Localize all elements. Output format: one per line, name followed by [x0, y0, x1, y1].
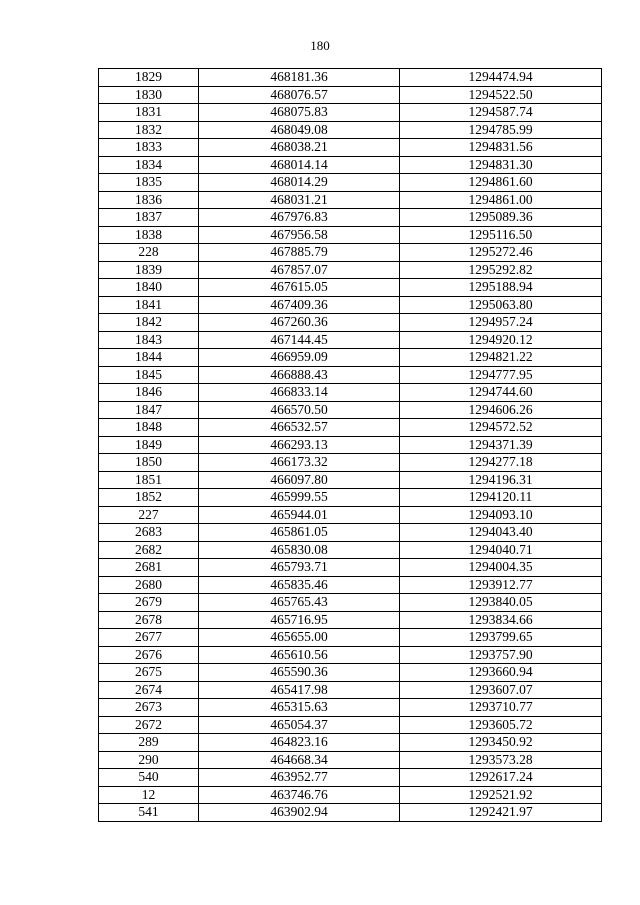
table-row — [99, 786, 602, 804]
table-row — [99, 331, 602, 349]
table-row — [99, 559, 602, 577]
coordinates-table — [98, 68, 602, 822]
point-number-cell: 2675 — [99, 664, 199, 682]
point-number-cell: 2674 — [99, 681, 199, 699]
y-coordinate-cell: 1294004.35 — [400, 559, 602, 577]
point-number-cell: 2673 — [99, 699, 199, 717]
x-coordinate-cell: 466097.80 — [199, 471, 400, 489]
y-coordinate-cell: 1294744.60 — [400, 384, 602, 402]
table-row — [99, 489, 602, 507]
y-coordinate-cell: 1293912.77 — [400, 576, 602, 594]
y-coordinate-cell: 1294861.00 — [400, 191, 602, 209]
x-coordinate-cell: 466570.50 — [199, 401, 400, 419]
point-number-cell: 1851 — [99, 471, 199, 489]
x-coordinate-cell: 465417.98 — [199, 681, 400, 699]
x-coordinate-cell: 467615.05 — [199, 279, 400, 297]
point-number-cell: 1841 — [99, 296, 199, 314]
x-coordinate-cell: 467260.36 — [199, 314, 400, 332]
page-number: 180 — [310, 38, 330, 53]
y-coordinate-cell: 1294522.50 — [400, 86, 602, 104]
x-coordinate-cell: 468014.29 — [199, 174, 400, 192]
point-number-cell: 228 — [99, 244, 199, 262]
y-coordinate-cell: 1294831.56 — [400, 139, 602, 157]
point-number-cell: 1848 — [99, 419, 199, 437]
table-row — [99, 69, 602, 87]
table-row — [99, 804, 602, 822]
table-row — [99, 384, 602, 402]
table-row — [99, 681, 602, 699]
x-coordinate-cell: 467857.07 — [199, 261, 400, 279]
table-row — [99, 174, 602, 192]
point-number-cell: 227 — [99, 506, 199, 524]
y-coordinate-cell: 1293450.92 — [400, 734, 602, 752]
table-row — [99, 524, 602, 542]
y-coordinate-cell: 1292521.92 — [400, 786, 602, 804]
table-row — [99, 366, 602, 384]
x-coordinate-cell: 463746.76 — [199, 786, 400, 804]
x-coordinate-cell: 465830.08 — [199, 541, 400, 559]
table-row — [99, 506, 602, 524]
y-coordinate-cell: 1295292.82 — [400, 261, 602, 279]
table-row — [99, 279, 602, 297]
table-row — [99, 769, 602, 787]
table-row — [99, 191, 602, 209]
x-coordinate-cell: 465944.01 — [199, 506, 400, 524]
x-coordinate-cell: 463902.94 — [199, 804, 400, 822]
point-number-cell: 1847 — [99, 401, 199, 419]
x-coordinate-cell: 465861.05 — [199, 524, 400, 542]
point-number-cell: 2672 — [99, 716, 199, 734]
point-number-cell: 1833 — [99, 139, 199, 157]
y-coordinate-cell: 1294277.18 — [400, 454, 602, 472]
y-coordinate-cell: 1294043.40 — [400, 524, 602, 542]
y-coordinate-cell: 1293710.77 — [400, 699, 602, 717]
x-coordinate-cell: 465793.71 — [199, 559, 400, 577]
x-coordinate-cell: 466532.57 — [199, 419, 400, 437]
y-coordinate-cell: 1294196.31 — [400, 471, 602, 489]
y-coordinate-cell: 1294821.22 — [400, 349, 602, 367]
y-coordinate-cell: 1293799.65 — [400, 629, 602, 647]
point-number-cell: 2680 — [99, 576, 199, 594]
y-coordinate-cell: 1293660.94 — [400, 664, 602, 682]
y-coordinate-cell: 1293605.72 — [400, 716, 602, 734]
x-coordinate-cell: 465054.37 — [199, 716, 400, 734]
point-number-cell: 1830 — [99, 86, 199, 104]
y-coordinate-cell: 1294587.74 — [400, 104, 602, 122]
table-row — [99, 121, 602, 139]
point-number-cell: 2679 — [99, 594, 199, 612]
point-number-cell: 1840 — [99, 279, 199, 297]
y-coordinate-cell: 1294861.60 — [400, 174, 602, 192]
table-row — [99, 86, 602, 104]
point-number-cell: 540 — [99, 769, 199, 787]
x-coordinate-cell: 464823.16 — [199, 734, 400, 752]
y-coordinate-cell: 1295063.80 — [400, 296, 602, 314]
point-number-cell: 2683 — [99, 524, 199, 542]
x-coordinate-cell: 467409.36 — [199, 296, 400, 314]
table-body — [99, 69, 602, 822]
y-coordinate-cell: 1294831.30 — [400, 156, 602, 174]
table-row — [99, 156, 602, 174]
table-row — [99, 244, 602, 262]
point-number-cell: 1838 — [99, 226, 199, 244]
point-number-cell: 1846 — [99, 384, 199, 402]
point-number-cell: 12 — [99, 786, 199, 804]
point-number-cell: 1852 — [99, 489, 199, 507]
y-coordinate-cell: 1294777.95 — [400, 366, 602, 384]
y-coordinate-cell: 1294040.71 — [400, 541, 602, 559]
x-coordinate-cell: 468031.21 — [199, 191, 400, 209]
table-row — [99, 751, 602, 769]
x-coordinate-cell: 465999.55 — [199, 489, 400, 507]
x-coordinate-cell: 465590.36 — [199, 664, 400, 682]
point-number-cell: 2677 — [99, 629, 199, 647]
table-row — [99, 454, 602, 472]
y-coordinate-cell: 1294572.52 — [400, 419, 602, 437]
table-row — [99, 734, 602, 752]
point-number-cell: 1832 — [99, 121, 199, 139]
point-number-cell: 1835 — [99, 174, 199, 192]
y-coordinate-cell: 1293573.28 — [400, 751, 602, 769]
table-row — [99, 436, 602, 454]
y-coordinate-cell: 1295089.36 — [400, 209, 602, 227]
table-row — [99, 471, 602, 489]
table-row — [99, 104, 602, 122]
table-row — [99, 139, 602, 157]
y-coordinate-cell: 1293840.05 — [400, 594, 602, 612]
point-number-cell: 2682 — [99, 541, 199, 559]
x-coordinate-cell: 467885.79 — [199, 244, 400, 262]
point-number-cell: 1850 — [99, 454, 199, 472]
point-number-cell: 1845 — [99, 366, 199, 384]
point-number-cell: 2678 — [99, 611, 199, 629]
x-coordinate-cell: 468075.83 — [199, 104, 400, 122]
y-coordinate-cell: 1294093.10 — [400, 506, 602, 524]
point-number-cell: 1842 — [99, 314, 199, 332]
table-row — [99, 349, 602, 367]
table-row — [99, 209, 602, 227]
table-row — [99, 716, 602, 734]
x-coordinate-cell: 466293.13 — [199, 436, 400, 454]
y-coordinate-cell: 1292617.24 — [400, 769, 602, 787]
point-number-cell: 1831 — [99, 104, 199, 122]
x-coordinate-cell: 465655.00 — [199, 629, 400, 647]
table-row — [99, 576, 602, 594]
x-coordinate-cell: 465315.63 — [199, 699, 400, 717]
y-coordinate-cell: 1294120.11 — [400, 489, 602, 507]
point-number-cell: 1837 — [99, 209, 199, 227]
table-row — [99, 296, 602, 314]
table-row — [99, 541, 602, 559]
x-coordinate-cell: 468181.36 — [199, 69, 400, 87]
x-coordinate-cell: 466173.32 — [199, 454, 400, 472]
y-coordinate-cell: 1295272.46 — [400, 244, 602, 262]
y-coordinate-cell: 1294474.94 — [400, 69, 602, 87]
x-coordinate-cell: 468014.14 — [199, 156, 400, 174]
table-row — [99, 646, 602, 664]
point-number-cell: 1834 — [99, 156, 199, 174]
y-coordinate-cell: 1294371.39 — [400, 436, 602, 454]
x-coordinate-cell: 464668.34 — [199, 751, 400, 769]
point-number-cell: 1849 — [99, 436, 199, 454]
table-row — [99, 401, 602, 419]
y-coordinate-cell: 1293834.66 — [400, 611, 602, 629]
x-coordinate-cell: 465765.43 — [199, 594, 400, 612]
table-row — [99, 314, 602, 332]
x-coordinate-cell: 463952.77 — [199, 769, 400, 787]
point-number-cell: 1844 — [99, 349, 199, 367]
table-row — [99, 419, 602, 437]
point-number-cell: 290 — [99, 751, 199, 769]
x-coordinate-cell: 466888.43 — [199, 366, 400, 384]
table-row — [99, 664, 602, 682]
table-row — [99, 226, 602, 244]
table-row — [99, 611, 602, 629]
x-coordinate-cell: 467956.58 — [199, 226, 400, 244]
table-row — [99, 629, 602, 647]
y-coordinate-cell: 1295116.50 — [400, 226, 602, 244]
x-coordinate-cell: 468038.21 — [199, 139, 400, 157]
point-number-cell: 1836 — [99, 191, 199, 209]
x-coordinate-cell: 466833.14 — [199, 384, 400, 402]
point-number-cell: 2676 — [99, 646, 199, 664]
y-coordinate-cell: 1294920.12 — [400, 331, 602, 349]
point-number-cell: 2681 — [99, 559, 199, 577]
point-number-cell: 289 — [99, 734, 199, 752]
y-coordinate-cell: 1293607.07 — [400, 681, 602, 699]
x-coordinate-cell: 468076.57 — [199, 86, 400, 104]
x-coordinate-cell: 465610.56 — [199, 646, 400, 664]
point-number-cell: 541 — [99, 804, 199, 822]
x-coordinate-cell: 467976.83 — [199, 209, 400, 227]
y-coordinate-cell: 1294606.26 — [400, 401, 602, 419]
point-number-cell: 1839 — [99, 261, 199, 279]
y-coordinate-cell: 1292421.97 — [400, 804, 602, 822]
point-number-cell: 1829 — [99, 69, 199, 87]
y-coordinate-cell: 1294957.24 — [400, 314, 602, 332]
point-number-cell: 1843 — [99, 331, 199, 349]
x-coordinate-cell: 466959.09 — [199, 349, 400, 367]
y-coordinate-cell: 1293757.90 — [400, 646, 602, 664]
table-row — [99, 261, 602, 279]
x-coordinate-cell: 468049.08 — [199, 121, 400, 139]
table-row — [99, 699, 602, 717]
table-row — [99, 594, 602, 612]
x-coordinate-cell: 465835.46 — [199, 576, 400, 594]
x-coordinate-cell: 467144.45 — [199, 331, 400, 349]
y-coordinate-cell: 1294785.99 — [400, 121, 602, 139]
x-coordinate-cell: 465716.95 — [199, 611, 400, 629]
y-coordinate-cell: 1295188.94 — [400, 279, 602, 297]
